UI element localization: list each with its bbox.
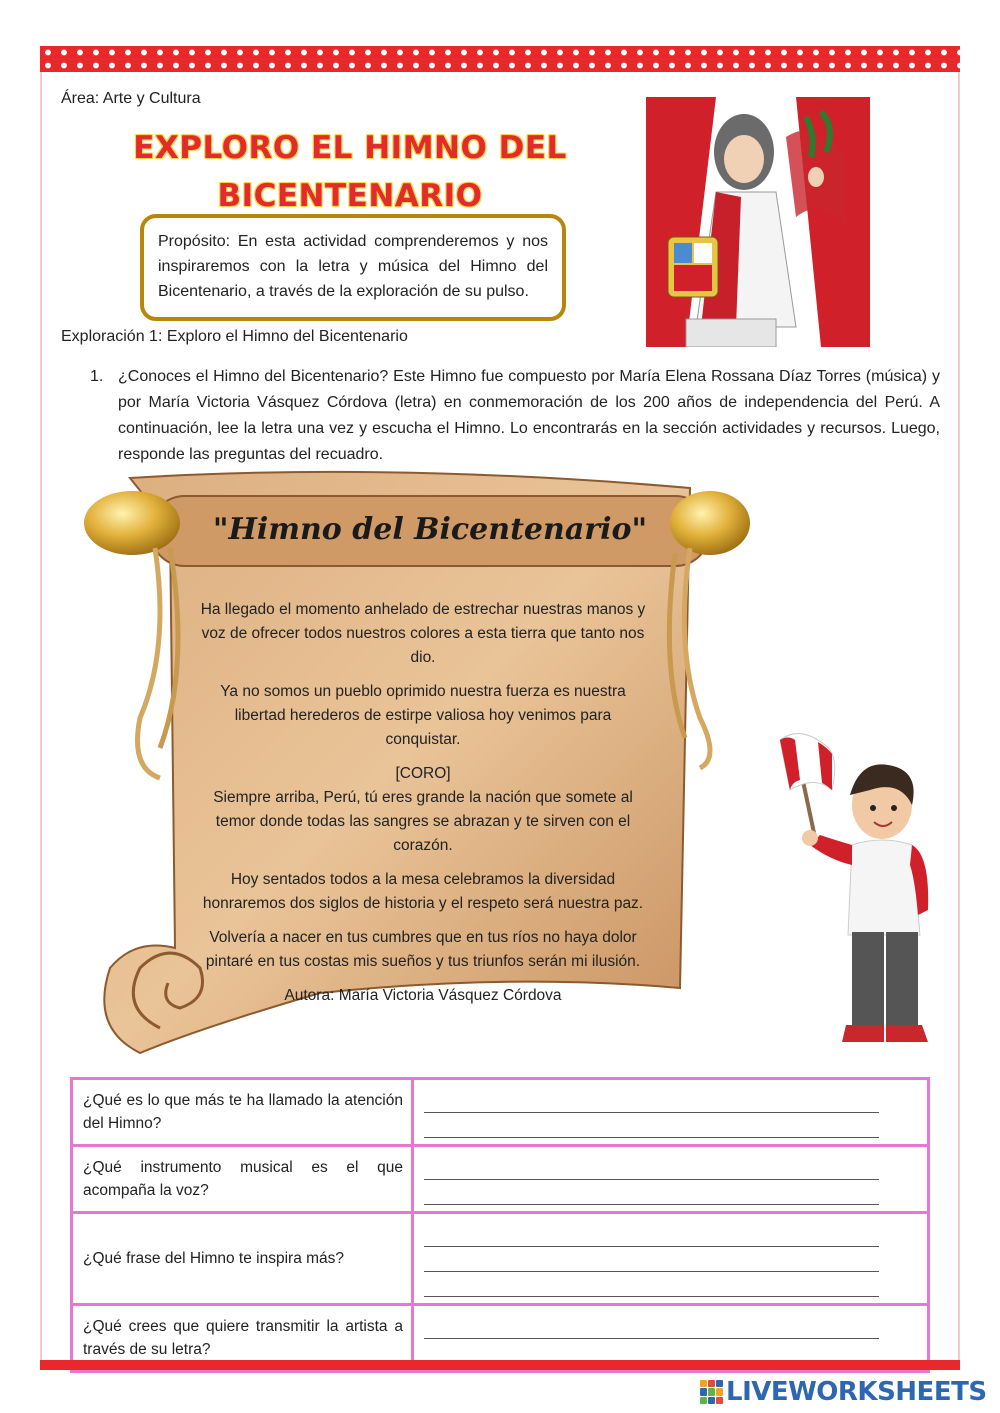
answer-line[interactable]: [424, 1180, 879, 1205]
stanza-1: Ha llegado el momento anhelado de estrechar nuestras manos y voz de ofrecer todos nuestros colores a esta tierra que tanto nos dio.: [200, 601, 646, 666]
table-row: [72, 1146, 929, 1213]
answer-cell[interactable]: [413, 1213, 929, 1305]
question-cell: ¿Qué frase del Himno te inspira más?: [72, 1213, 413, 1305]
stanza-4: Volvería a nacer en tus cumbres que en tus ríos no haya dolor pintaré en tus costas mis sueños y tus triunfos serán mi ilusión.: [205, 929, 641, 970]
left-margin-line: [40, 72, 42, 1362]
decorative-bottom-border: [40, 1360, 960, 1370]
stanza-3: Hoy sentados todos a la mesa celebramos la diversidad honraremos dos siglos de historia y el respeto será nuestra paz.: [202, 871, 644, 912]
answer-line[interactable]: [424, 1314, 879, 1339]
answer-line[interactable]: [424, 1272, 879, 1297]
boy-with-flag-illustration: [770, 720, 940, 1050]
table-row: [72, 1079, 929, 1146]
table-row: [72, 1213, 929, 1305]
question-cell: ¿Qué instrumento musical es el que acompaña la voz?: [72, 1146, 413, 1213]
question-cell: ¿Qué crees que quiere transmitir la artista a través de su letra?: [72, 1305, 413, 1372]
liveworksheets-logo[interactable]: [700, 1376, 987, 1408]
exploration-heading: Exploración 1: Exploro el Himno del Bicentenario: [61, 328, 408, 345]
page-title: [110, 124, 590, 220]
question-cell: ¿Qué es lo que más te ha llamado la atención del Himno?: [72, 1079, 413, 1146]
song-author: Autora: María Victoria Vásquez Córdova: [284, 987, 562, 1004]
question-1: [90, 364, 940, 468]
chorus: [196, 762, 650, 858]
page-title-line2: BICENTENARIO: [217, 178, 483, 214]
patria-illustration: [646, 97, 870, 347]
answer-line[interactable]: [424, 1113, 879, 1138]
purpose-box: Propósito: En esta actividad comprenderemos y nos inspiraremos con la letra y música del Himno del Bicentenario, a través de la exploración de su pulso.: [140, 214, 566, 321]
answer-line[interactable]: [424, 1155, 879, 1180]
song-title: "Himno del Bicentenario": [212, 512, 648, 547]
question-1-number: 1.: [90, 368, 104, 385]
question-1-text: ¿Conoces el Himno del Bicentenario? Este Himno fue compuesto por María Elena Rossana Díaz Torres (música) y por María Victoria Vásquez Córdova (letra) en conmemoración de los 200 años de independencia del Perú. A continuación, lee la letra una vez y escucha el Himno. Lo encontrarás en la sección actividades y recursos. Luego, responde las preguntas del recuadro.: [118, 368, 940, 463]
decorative-top-border: [40, 46, 960, 72]
questions-table: [70, 1077, 930, 1373]
stanza-2: Ya no somos un pueblo oprimido nuestra fuerza es nuestra libertad herederos de estirpe valiosa hoy venimos para conquistar.: [220, 683, 626, 748]
chorus-label: [CORO]: [395, 765, 451, 782]
answer-cell[interactable]: [413, 1146, 929, 1213]
liveworksheets-logo-icon: [700, 1380, 722, 1404]
answer-line[interactable]: [424, 1247, 879, 1272]
answer-line[interactable]: [424, 1088, 879, 1113]
liveworksheets-brand: LIVEWORKSHEETS: [726, 1377, 987, 1407]
subject-area: Área: Arte y Cultura: [61, 90, 201, 107]
answer-cell[interactable]: [413, 1079, 929, 1146]
song-lyrics: [196, 598, 650, 1018]
chorus-text: Siempre arriba, Perú, tú eres grande la nación que somete al temor donde todas las sangres se abrazan y te sirven con el corazón.: [213, 789, 633, 854]
page-title-line1: EXPLORO EL HIMNO DEL: [133, 130, 567, 166]
answer-line[interactable]: [424, 1222, 879, 1247]
right-margin-line: [958, 72, 960, 1362]
